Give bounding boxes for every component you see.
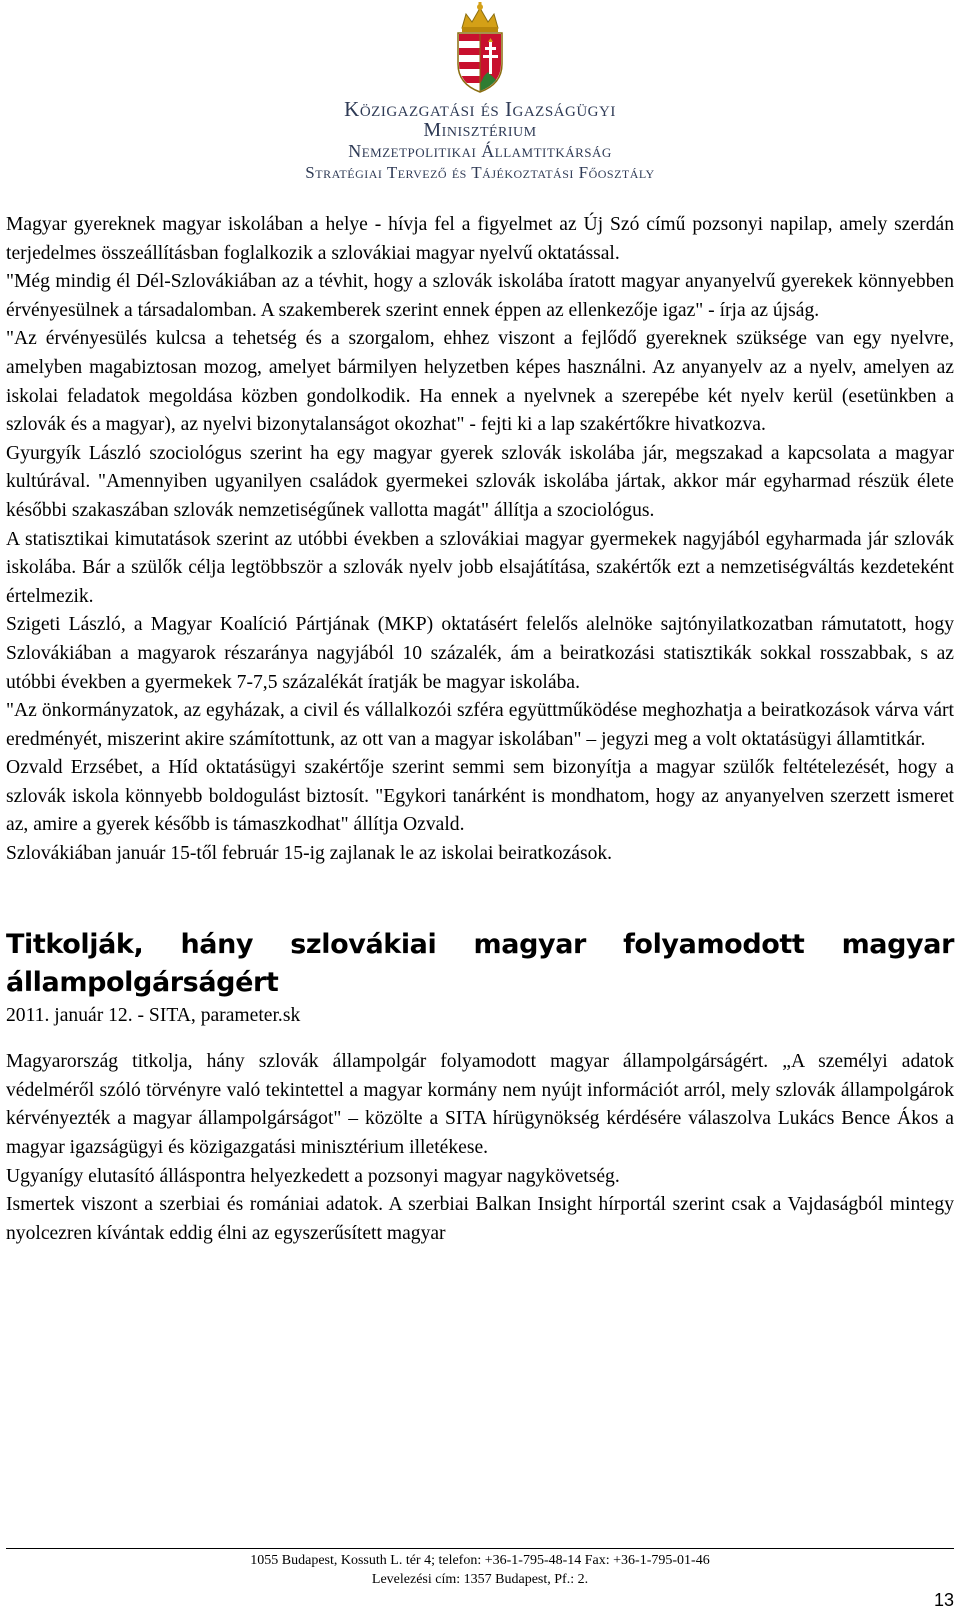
article2-headline: Titkolják, hány szlovákiai magyar folyamodott magyar állampolgárságért	[6, 928, 954, 998]
ministry-name-line1: Közigazgatási és Igazságügyi	[344, 97, 616, 121]
division-name: Stratégiai Tervező és Tájékoztatási Főosztály	[305, 163, 655, 182]
section-spacer	[6, 869, 954, 926]
article1-paragraph: Gyurgyík László szociológus szerint ha egy magyar gyerek szlovák iskolába jár, megszakad a kapcsolata a magyar kultúrával. "Amennyiben ugyanilyen családok gyermekei szlovák iskolába jártak, akkor már egyharmad részük élete későbbi szakaszában szlovák nemzetiségűnek vallotta magát" állítja a szociológus.	[6, 442, 954, 521]
article2-paragraph: Magyarország titkolja, hány szlovák állampolgár folyamodott magyar állampolgárságért. „A személyi adatok védelméről szóló törvényre való tekintettel a magyar kormány nem nyújt információt arról, mely szlovák állampolgárok kérvényezték a magyar állampolgárságot" – közölte a SITA hírügynökség kérdésére válaszolva Lukács Bence Ákos a magyar igazságügyi és közigazgatási minisztérium illetékese.	[6, 1051, 954, 1159]
footer-address: 1055 Budapest, Kossuth L. tér 4; telefon: +36-1-795-48-14 Fax: +36-1-795-01-46	[250, 1553, 710, 1568]
letterhead	[0, 0, 960, 195]
article2-paragraph: Ugyanígy elutasító álláspontra helyezkedett a pozsonyi magyar nagykövetség.	[6, 1165, 620, 1187]
article1-paragraph: Ozvald Erzsébet, a Híd oktatásügyi szakértője szerint semmi sem bizonyítja a magyar szülők feltételezését, hogy a szlovák iskola könnyebb boldogulást biztosít. "Egykori tanárként is mondhatom, hogy az anyanyelven szerzett ismeret az, amire a gyerek később is támaszkodhat" állítja Ozvald.	[6, 757, 954, 836]
ministry-name-line2: Minisztérium	[423, 119, 537, 141]
coat-of-arms-icon	[448, 2, 512, 94]
article1-paragraph: "Az önkormányzatok, az egyházak, a civil és vállalkozói szféra együttműködése meghozhatja a beiratkozások várva várt eredményét, miszerint akire számítottunk, az ott van a magyar iskolában" – jegyzi meg a volt oktatásügyi államtitkár.	[6, 700, 954, 750]
article1-paragraph: Szigeti László, a Magyar Koalíció Pártjának (MKP) oktatásért felelős alelnöke sajtónyilatkozatban rámutatott, hogy Szlovákiában a magyarok részaránya nagyjából 10 százalék, ám a beiratkozási statisztikák sokkal rosszabbak, s az utóbbi években a gyermekek 7-7,5 százalékát íratják be magyar iskolába.	[6, 614, 954, 693]
article2-paragraph: Ismertek viszont a szerbiai és romániai adatok. A szerbiai Balkan Insight hírportál szerint csak a Vajdaságból mintegy nyolcezren kívántak eddig élni az egyszerűsített magyar	[6, 1194, 954, 1244]
page-number: 13	[933, 1590, 954, 1610]
article2-dateline: 2011. január 12. - SITA, parameter.sk	[6, 1004, 301, 1026]
footer-mailing-address: Levelezési cím: 1357 Budapest, Pf.: 2.	[371, 1572, 589, 1587]
document-body	[6, 211, 954, 1248]
footer-divider	[6, 1548, 954, 1549]
article1-paragraph: Magyar gyereknek magyar iskolában a helye - hívja fel a figyelmet az Új Szó című pozsonyi napilap, amely szerdán terjedelmes összeállításban foglalkozik a szlovákiai magyar nyelvű oktatással.	[6, 214, 954, 264]
footer	[0, 1551, 960, 1589]
department-name: Nemzetpolitikai Államtitkárság	[348, 141, 612, 161]
article1-paragraph: A statisztikai kimutatások szerint az utóbbi években a szlovákiai magyar gyermekek nagyjából egyharmada jár szlovák iskolába. Bár a szülők célja legtöbbször a szlovák nyelv jobb elsajátítása, szakértők ezt a nemzetiségváltás kezdeteként értelmezik.	[6, 528, 954, 607]
article1-paragraph: "Még mindig él Dél-Szlovákiában az a tévhit, hogy a szlovák iskolába íratott magyar anyanyelvű gyerekek könnyebben érvényesülnek a társadalomban. A szakemberek szerint ennek éppen az ellenkezője igaz" - írja az újság.	[6, 271, 954, 321]
article1-paragraph: Szlovákiában január 15-től február 15-ig zajlanak le az iskolai beiratkozások.	[6, 843, 613, 865]
section-spacer	[6, 1030, 954, 1048]
article1-paragraph: "Az érvényesülés kulcsa a tehetség és a szorgalom, ehhez viszont a fejlődő gyereknek szüksége van egy nyelvre, amelyben magabiztosan mozog, amelyet bármilyen helyzetben képes használni. Az anyanyelv az a nyelv, amelyen az iskolai feladatok megoldása közben gondolkodik. Ha ennek a nyelvnek a szerepébe két nyelv kerül (esetünkben a szlovák és a magyar), az nyelvi bizonytalanságot okozhat" - fejti ki a lap szakértőkre hivatkozva.	[6, 328, 954, 436]
